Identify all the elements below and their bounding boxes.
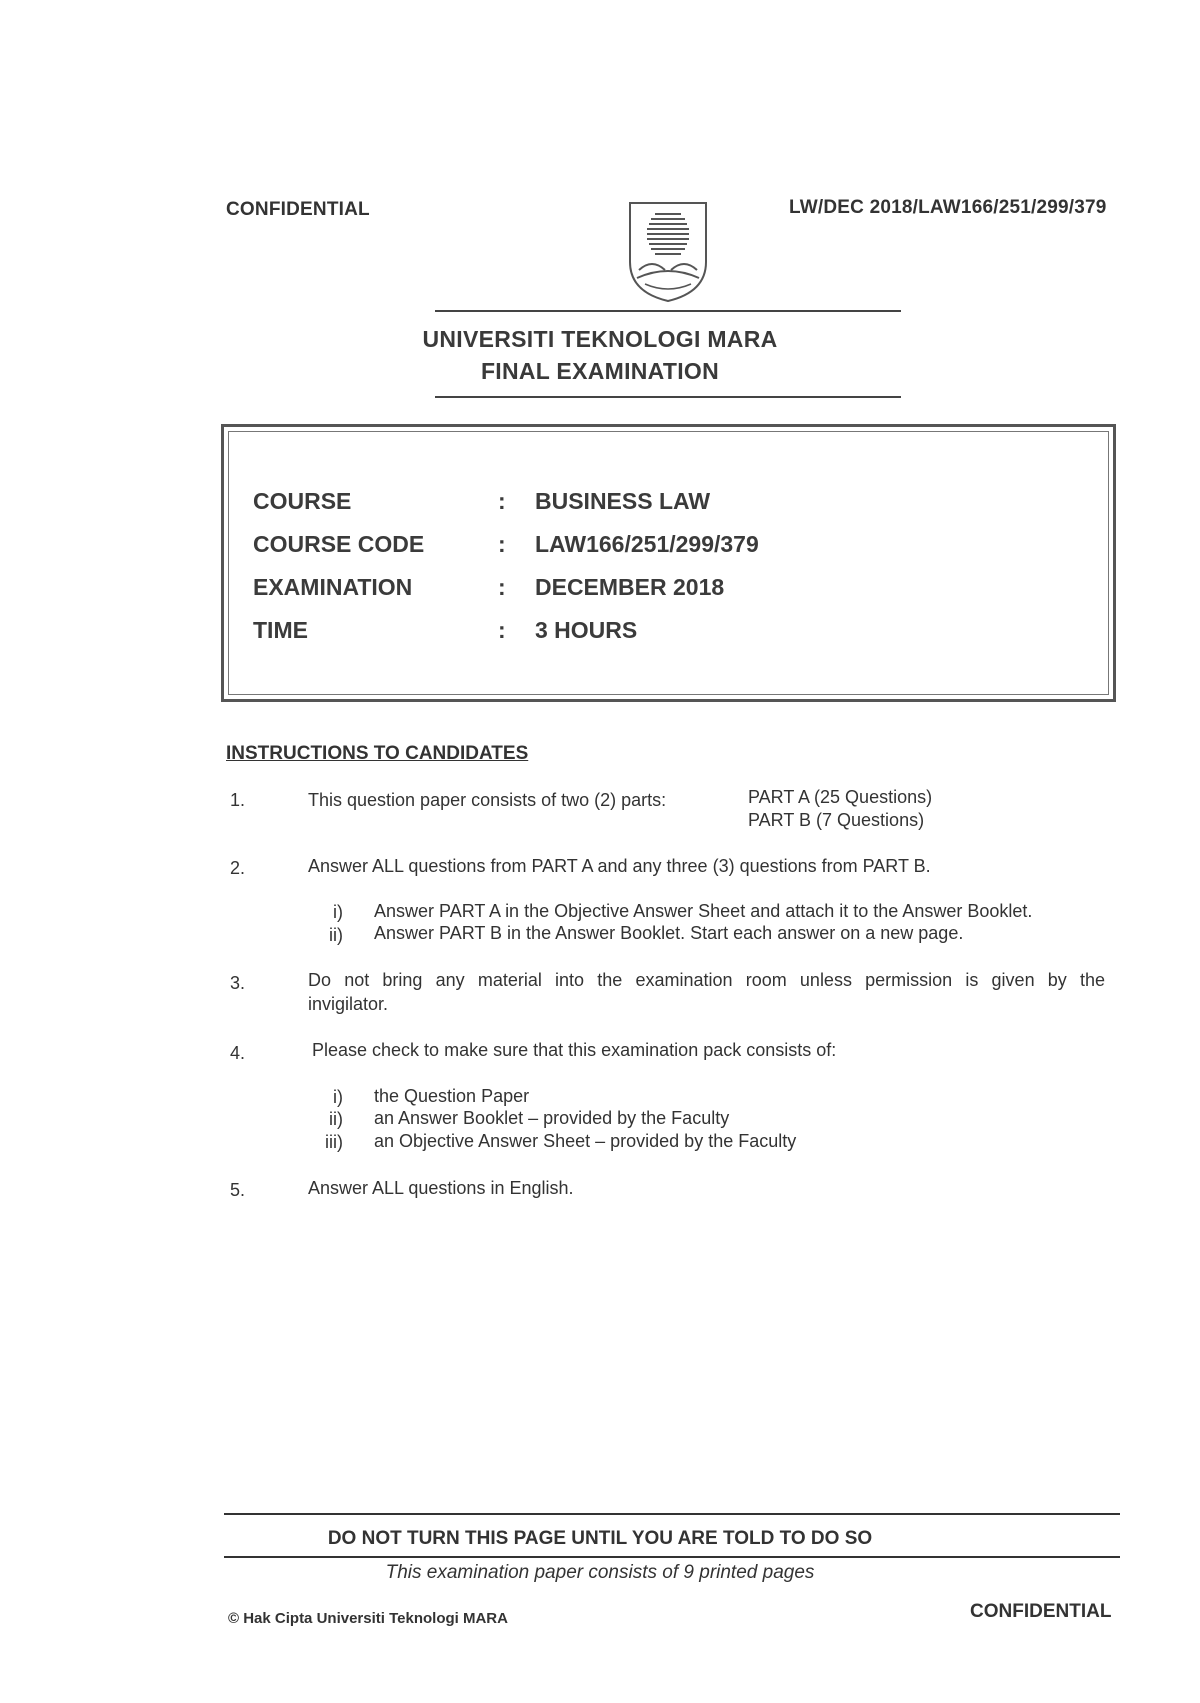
examination-sep: : <box>498 574 506 600</box>
item-2-sub-1-text: Answer PART A in the Objective Answer Sheet and attach it to the Answer Booklet. <box>374 901 1033 921</box>
item-3-text-line-1: Do not bring any material into the examination room unless permission is given by the <box>308 970 1105 990</box>
examination-value: DECEMBER 2018 <box>535 574 725 600</box>
exam-title: FINAL EXAMINATION <box>480 358 720 384</box>
item-2-text: Answer ALL questions from PART A and any three (3) questions from PART B. <box>308 856 931 876</box>
footer-top-rule <box>224 1513 1120 1515</box>
item-3-number: 3. <box>230 973 246 993</box>
item-4-sub-1-text: the Question Paper <box>374 1086 530 1106</box>
item-4-text: Please check to make sure that this examination pack consists of: <box>312 1040 837 1060</box>
course-sep: : <box>498 488 506 514</box>
item-1-number: 1. <box>230 790 246 810</box>
confidential-footer-label: CONFIDENTIAL <box>970 1601 1112 1622</box>
item-2-sub-2-label: ii) <box>329 925 343 945</box>
item-1-text: This question paper consists of two (2) parts: <box>308 790 667 810</box>
examination-key: EXAMINATION <box>253 574 413 600</box>
item-4-number: 4. <box>230 1043 246 1063</box>
item-1-part-a: PART A (25 Questions) <box>748 787 933 807</box>
item-4-sub-3-label: iii) <box>325 1132 343 1152</box>
item-4-sub-3-text: an Objective Answer Sheet – provided by the Faculty <box>374 1131 797 1151</box>
course-code-sep: : <box>498 531 506 557</box>
time-sep: : <box>498 617 506 643</box>
item-4-sub-2-label: ii) <box>329 1109 343 1129</box>
title-top-rule <box>435 310 901 312</box>
course-key: COURSE <box>253 488 352 514</box>
item-2-number: 2. <box>230 858 246 878</box>
copyright-notice: © Hak Cipta Universiti Teknologi MARA <box>228 1610 508 1627</box>
item-2-sub-1-label: i) <box>333 902 343 922</box>
paper-code: LW/DEC 2018/LAW166/251/299/379 <box>789 197 1107 218</box>
item-2-sub-2-text: Answer PART B in the Answer Booklet. Start each answer on a new page. <box>374 923 964 943</box>
confidential-label: CONFIDENTIAL <box>226 199 370 220</box>
item-3-text-line-2: invigilator. <box>308 994 389 1014</box>
instructions-heading: INSTRUCTIONS TO CANDIDATES <box>226 743 529 764</box>
course-info-box-inner <box>228 431 1109 695</box>
course-code-key: COURSE CODE <box>253 531 425 557</box>
item-1-part-b: PART B (7 Questions) <box>748 810 925 830</box>
time-value: 3 HOURS <box>535 617 638 643</box>
course-info-box <box>221 424 1116 702</box>
item-4-sub-1-label: i) <box>333 1087 343 1107</box>
item-5-number: 5. <box>230 1180 246 1200</box>
footer-bottom-rule <box>224 1556 1120 1558</box>
uitm-crest-icon <box>627 200 709 304</box>
printed-pages-note: This examination paper consists of 9 printed pages <box>385 1562 815 1583</box>
course-code-value: LAW166/251/299/379 <box>535 531 759 557</box>
time-key: TIME <box>253 617 308 643</box>
item-4-sub-2-text: an Answer Booklet – provided by the Faculty <box>374 1108 730 1128</box>
item-5-text: Answer ALL questions in English. <box>308 1178 574 1198</box>
title-bottom-rule <box>435 396 901 398</box>
university-name: UNIVERSITI TEKNOLOGI MARA <box>422 326 778 352</box>
course-value: BUSINESS LAW <box>535 488 711 514</box>
do-not-turn-warning: DO NOT TURN THIS PAGE UNTIL YOU ARE TOLD TO DO SO <box>327 1528 873 1549</box>
